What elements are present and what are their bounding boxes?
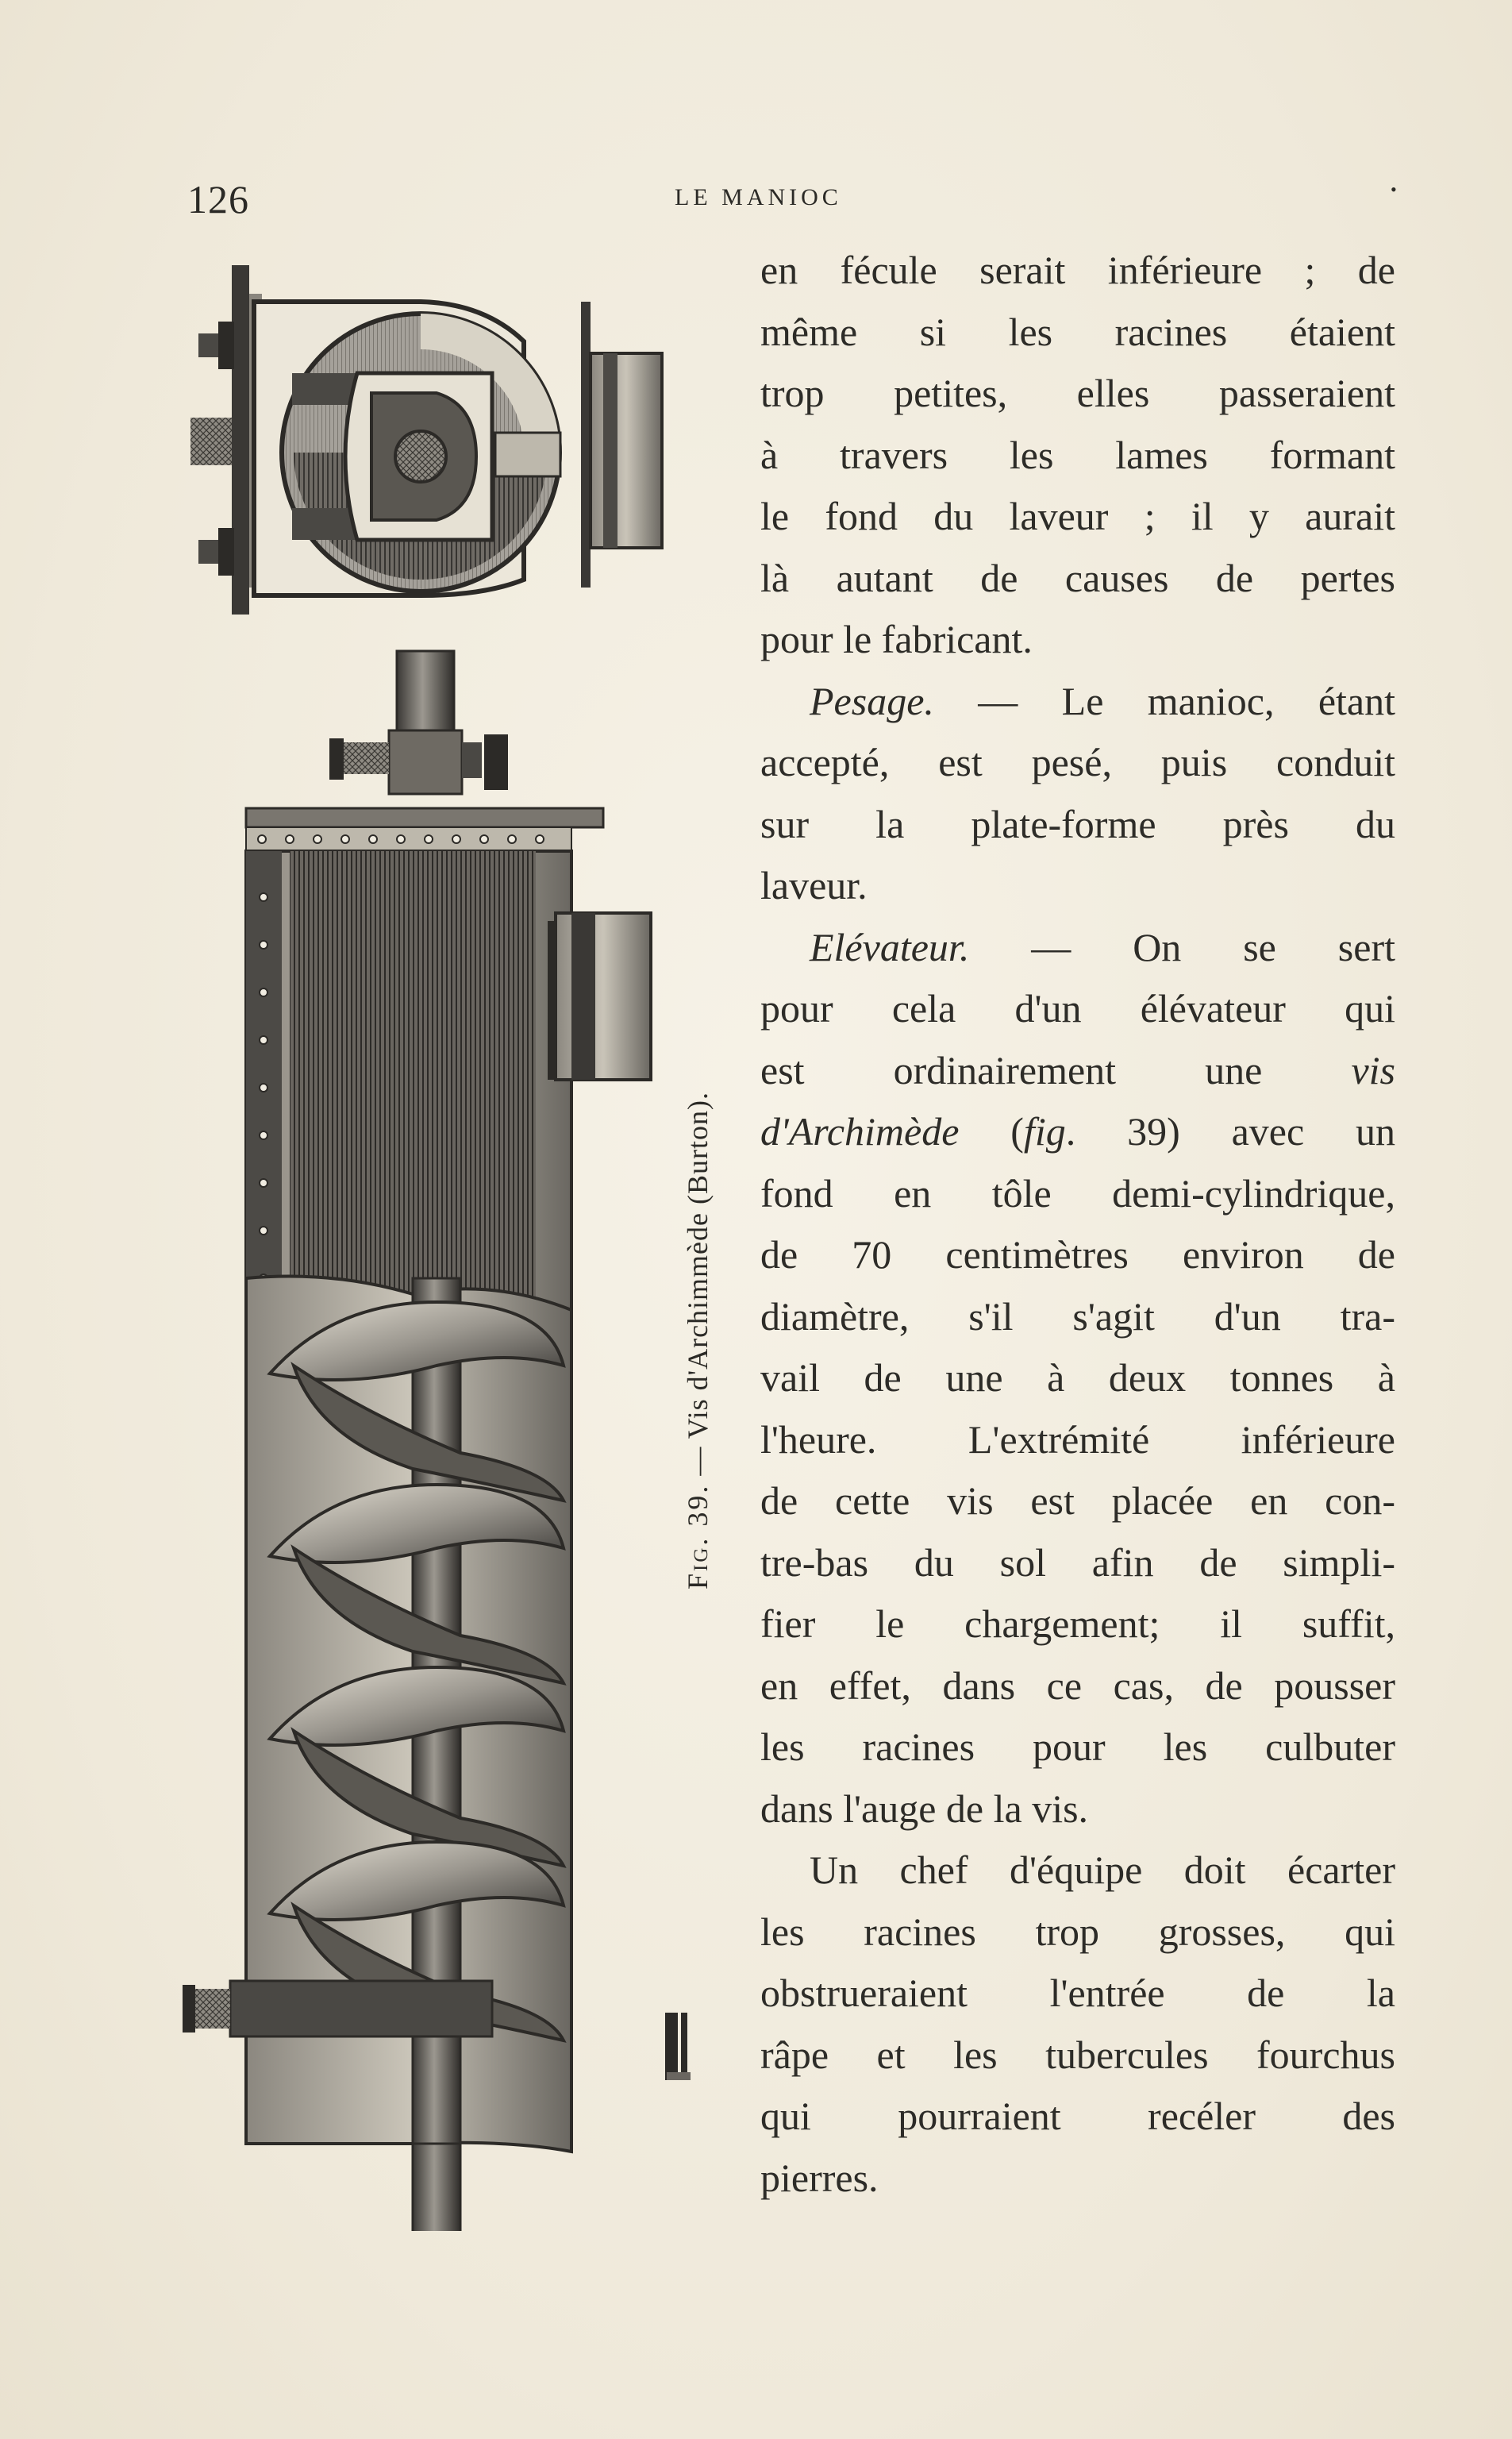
- text-line: obstrueraient l'entrée de la: [760, 1971, 1395, 2015]
- pesage-heading: Pesage.: [810, 678, 934, 723]
- fig-open: (: [959, 1109, 1024, 1154]
- text-line: fier le chargement; il suffit,: [760, 1601, 1395, 1646]
- pesage-first: — Le manioc, étant: [933, 678, 1395, 723]
- text-line: râpe et les tubercules fourchus: [760, 2032, 1395, 2077]
- fig-word: fig: [1023, 1109, 1066, 1154]
- header-mark: •: [1391, 179, 1397, 199]
- end-view: [190, 265, 662, 615]
- running-title: LE MANIOC: [675, 184, 842, 210]
- text-line: en effet, dans ce cas, de pousser: [760, 1663, 1395, 1708]
- archimede-word: d'Archimède: [760, 1109, 960, 1154]
- text-line: pour cela d'un élévateur qui: [760, 986, 1395, 1031]
- side-view: [183, 651, 651, 2231]
- text-line: de 70 centimètres environ de: [760, 1232, 1395, 1277]
- text-line: pierres.: [760, 2155, 879, 2200]
- text-fragment: est ordinairement une: [760, 1047, 1263, 1092]
- text-line: fond en tôle demi-cylindrique,: [760, 1170, 1395, 1216]
- page-number: 126: [187, 177, 249, 222]
- text-line: même si les racines étaient: [760, 309, 1395, 354]
- text-line: qui pourraient recéler des: [760, 2094, 1395, 2138]
- screw-engraving: [175, 246, 730, 2231]
- figure-caption-label: Fig. 39.: [682, 1483, 714, 1589]
- text-line: le fond du laveur ; il y aurait: [760, 494, 1395, 538]
- text-line: Un chef d'équipe doit écarter: [810, 1848, 1395, 1892]
- small-end-mark: [665, 2013, 691, 2080]
- figure-caption: [681, 875, 713, 1589]
- text-line: pour le fabricant.: [760, 617, 1033, 661]
- text-line: vail de une à deux tonnes à: [760, 1355, 1395, 1400]
- figure-archimedes-screw: [175, 246, 730, 2231]
- text-line: là autant de causes de pertes: [760, 555, 1395, 600]
- elevateur-heading: Elévateur.: [810, 924, 970, 969]
- elevateur-heading-line: [760, 917, 1395, 979]
- body-text: [760, 240, 1395, 2209]
- text-line: l'heure. L'extrémité inférieure: [760, 1416, 1395, 1462]
- text-line: tre-bas du sol afin de simpli-: [760, 1539, 1395, 1585]
- text-line: diamètre, s'il s'agit d'un tra-: [760, 1293, 1395, 1339]
- elevateur-first: — On se sert: [969, 924, 1395, 969]
- text-line: dans l'auge de la vis.: [760, 1786, 1089, 1831]
- text-line-archimede: [760, 1101, 1395, 1163]
- text-line: trop petites, elles passeraient: [760, 371, 1395, 415]
- text-line: accepté, est pesé, puis conduit: [760, 740, 1395, 784]
- text-line: sur la plate-forme près du: [760, 801, 1395, 846]
- text-line: à travers les lames formant: [760, 432, 1395, 477]
- fig-close: . 39) avec un: [1065, 1109, 1395, 1154]
- text-line: en fécule serait inférieure ; de: [760, 248, 1395, 292]
- text-line: les racines trop grosses, qui: [760, 1909, 1395, 1954]
- text-line-with-vis: [760, 1040, 1395, 1102]
- text-line: de cette vis est placée en con-: [760, 1478, 1395, 1523]
- text-line: laveur.: [760, 863, 868, 907]
- text-line: les racines pour les culbuter: [760, 1724, 1395, 1769]
- pesage-heading-line: [760, 671, 1395, 733]
- vis-word: vis: [1351, 1047, 1395, 1092]
- figure-caption-text: — Vis d'Archimmède (Burton).: [682, 1092, 714, 1476]
